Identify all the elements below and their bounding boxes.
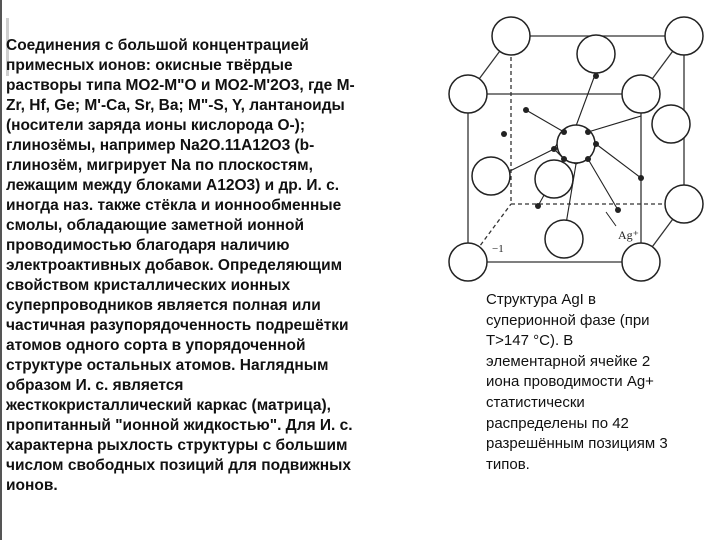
ion-top-back-left (492, 17, 530, 55)
side-label: −1 (492, 243, 504, 255)
ion-bottom-face (545, 220, 583, 258)
iodine-ions (449, 17, 703, 281)
ion-right-face (652, 105, 690, 143)
slide-left-rule (0, 0, 2, 540)
ion-back-bottom-right (665, 185, 703, 223)
agi-crystal-structure-diagram (446, 14, 708, 286)
main-paragraph: Соединения с большой концентрацией примесных ионов: окисные твёрдые растворы типа MO2-M"O и MO2-M'2O3, где M- Zr, Hf, Ge; M'-Ca, Sr, Ba; M"-S, Y, лантаноиды (носители заряда ионы кислорода O-); глинозёмы, например Na2O.11A12O3 (b- глинозём, мигрирует Na по плоскостям, лежащим между блоками A12O3) и др. И. с. иногда наз. также стёкла и ионнообменные смолы, обладающие заметной ионной проводимостью благодаря наличию электроактивных добавок. Определяющим свойством кристаллических ионных суперпроводников является полная или частичная разупорядоченность подрешётки атомов одного сорта в упорядоченной структуре остальных атомов. Наглядным образом И. с. является жесткокристаллический каркас (матрица), пропитанный "ионной жидкостью". Для И. с. характерна рыхлость структуры с большим числом свободных позиций для подвижных ионов. (6, 37, 355, 494)
ion-front-bottom-left (449, 243, 487, 281)
ion-top-back-right (665, 17, 703, 55)
ion-left-face (472, 157, 510, 195)
ion-front-face (535, 160, 573, 198)
ag-label: Ag⁺ (618, 228, 639, 242)
figure-caption: Структура AgI в суперионной фазе (при T>147 °C). В элементарной ячейке 2 иона проводимости Ag+ статистически распределены по 42 разрешённым позициям 3 типов. (486, 291, 668, 473)
ion-front-top-right (622, 75, 660, 113)
ion-front-bottom-right (622, 243, 660, 281)
ion-front-top-left (449, 75, 487, 113)
ion-top-face (577, 35, 615, 73)
